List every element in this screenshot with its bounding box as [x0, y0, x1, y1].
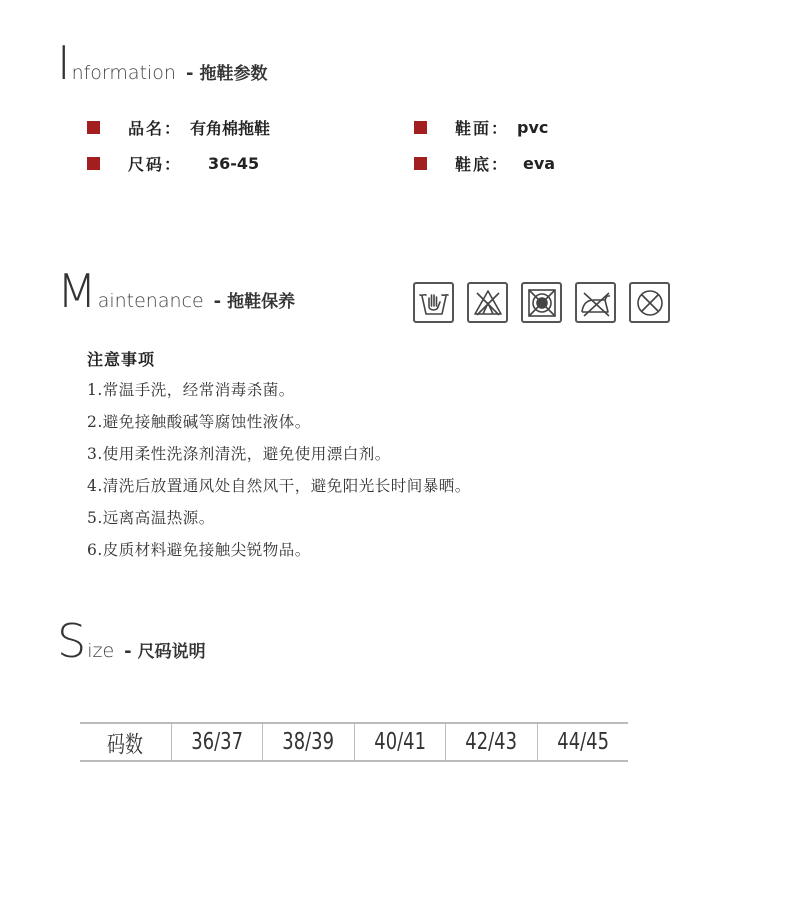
- title-initial: S: [57, 614, 87, 668]
- maintenance-section-title: [57, 264, 296, 318]
- size-table-cell: [80, 724, 171, 760]
- info-item-upper: [414, 116, 548, 139]
- bullet-square-icon: [414, 121, 427, 134]
- hand-wash-icon: [413, 282, 454, 323]
- info-label: 鞋面：: [455, 119, 510, 138]
- info-value: pvc: [517, 118, 549, 137]
- title-rest: aintenance: [97, 290, 204, 312]
- info-label: 鞋底：: [455, 155, 510, 174]
- do-not-iron-icon: [575, 282, 616, 323]
- size-table-cell: [262, 724, 354, 760]
- info-label: 尺码：: [128, 155, 183, 174]
- size-table: [80, 722, 628, 762]
- size-value: 44/45: [556, 729, 609, 755]
- info-label: 品名：: [128, 119, 183, 138]
- info-item-size: [87, 152, 259, 175]
- title-rest: ize: [87, 640, 115, 662]
- care-note: 6.皮质材料避免接触尖锐物品。: [87, 541, 311, 559]
- size-section-title: [57, 614, 206, 668]
- title-initial: I: [57, 36, 71, 90]
- info-item-name: [87, 116, 270, 139]
- info-value: 有角棉拖鞋: [190, 119, 271, 138]
- care-note: 4.清洗后放置通风处自然风干，避免阳光长时间暴晒。: [87, 477, 471, 495]
- title-dash: -: [185, 63, 194, 84]
- notes-heading: 注意事项: [87, 350, 156, 369]
- information-section-title: [57, 36, 268, 90]
- size-value: 42/43: [465, 729, 518, 755]
- title-dash: -: [213, 291, 222, 312]
- bullet-square-icon: [87, 121, 100, 134]
- do-not-bleach-icon: [467, 282, 508, 323]
- title-dash: -: [124, 641, 132, 662]
- info-item-sole: [414, 152, 555, 175]
- title-subtitle: 拖鞋参数: [199, 64, 268, 84]
- size-value: 40/41: [373, 729, 426, 755]
- size-table-cell: [445, 724, 537, 760]
- info-value: eva: [523, 154, 556, 173]
- care-note: 3.使用柔性洗涤剂清洗，避免使用漂白剂。: [87, 445, 391, 463]
- title-rest: nformation: [71, 62, 176, 84]
- bullet-square-icon: [87, 157, 100, 170]
- size-header-label: 码数: [107, 731, 144, 758]
- care-notes-list: [87, 376, 471, 568]
- care-note: 5.远离高温热源。: [87, 509, 215, 527]
- title-subtitle: 拖鞋保养: [227, 292, 296, 312]
- size-table-cell: [354, 724, 446, 760]
- bullet-square-icon: [414, 157, 427, 170]
- do-not-dry-clean-icon: [629, 282, 670, 323]
- size-value: 36/37: [190, 729, 243, 755]
- info-value: 36-45: [208, 154, 260, 173]
- care-icons: [413, 282, 670, 323]
- title-subtitle: 尺码说明: [137, 642, 206, 662]
- size-table-cell: [537, 724, 629, 760]
- care-note: 2.避免接触酸碱等腐蚀性液体。: [87, 413, 311, 431]
- size-table-cell: [171, 724, 263, 760]
- title-initial: M: [57, 264, 97, 318]
- care-note: 1.常温手洗，经常消毒杀菌。: [87, 381, 295, 399]
- do-not-tumble-dry-icon: [521, 282, 562, 323]
- size-value: 38/39: [282, 729, 335, 755]
